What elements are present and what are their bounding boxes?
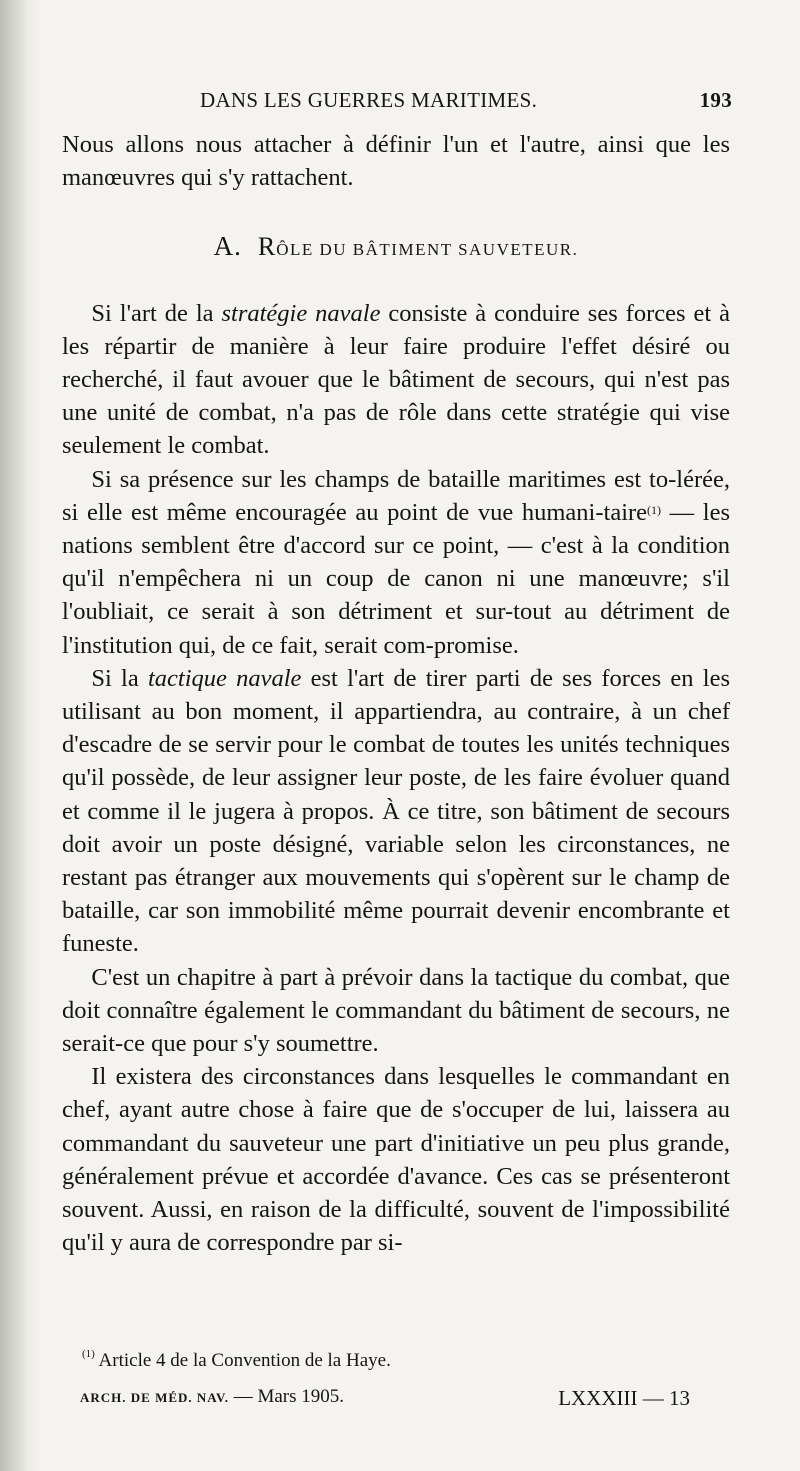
running-header: [200, 88, 732, 122]
paragraph-tactique: Si la tactique navale est l'art de tirer parti de ses forces en les utilisant au bon moment, il appartiendra, au contraire, à un chef d'escadre de se servir pour le combat de toutes les unités techniques qu'il possède, de leur assigner leur poste, de les faire évoluer quand et comme il le jugera à propos. À ce titre, son bâtiment de secours doit avoir un poste désigné, variable selon les circonstances, ne restant pas étranger aux mouvements qui s'opèrent sur le champ de bataille, car son immobilité même pourrait devenir encombrante et funeste.: [62, 664, 730, 958]
section-letter: A.: [213, 231, 242, 262]
footnote: [82, 1350, 391, 1372]
footnote-reference: (1): [647, 502, 662, 517]
journal-abbreviation: ARCH. DE MÉD. NAV.: [80, 1390, 229, 1405]
section-title-rest: ÔLE DU BÂTIMENT SAUVETEUR.: [276, 240, 579, 260]
section-heading: [62, 230, 730, 266]
printer-signature: LXXXIII — 13: [558, 1386, 690, 1410]
running-title: DANS LES GUERRES MARITIMES.: [200, 88, 538, 112]
paragraph-chapitre: C'est un chapitre à part à prévoir dans la tactique du combat, que doit connaître également le commandant du bâtiment de secours, ne serait-ce que pour s'y soumettre.: [62, 963, 730, 1058]
footnote-text: Article 4 de la Convention de la Haye.: [98, 1350, 391, 1371]
page-edge-shadow: [0, 0, 40, 1471]
section-title-initial: R: [257, 232, 277, 262]
term-tactique-navale: tactique navale: [147, 664, 302, 692]
page-number: 193: [699, 88, 732, 112]
issue-date: — Mars 1905.: [233, 1386, 345, 1407]
paragraph-presence: Si sa présence sur les champs de bataille maritimes est to-lérée, si elle est même encouragée au point de vue humani-taire$^{(1)}$ — les nations semblent être d'accord sur ce point, — c'est à la condition qu'il n'empêchera ni un coup de canon ni une manœuvre; s'il l'oubliait, ce serait à son détriment et sur-tout au détriment de l'institution qui, de ce fait, serait com-promise.: [62, 465, 731, 659]
body-text: [62, 128, 730, 1260]
paragraph-strategie: Si l'art de la stratégie navale consiste à conduire ses forces et à les répartir de manière à leur faire produire l'effet désiré ou recherché, il faut avouer que le bâtiment de secours, qui n'est pas une unité de combat, n'a pas de rôle dans cette stratégie qui vise seulement le combat.: [62, 299, 730, 460]
page-footer: [80, 1386, 720, 1416]
paragraph-intro: Nous allons nous attacher à définir l'un et l'autre, ainsi que les manœuvres qui s'y rattachent.: [62, 131, 730, 192]
journal-citation: [80, 1386, 344, 1408]
term-strategie-navale: stratégie navale: [221, 299, 381, 327]
footnote-mark: (1): [82, 1348, 95, 1360]
paragraph-circonstances: Il existera des circonstances dans lesquelles le commandant en chef, ayant autre chose à faire que de s'occuper de lui, laissera au commandant du sauveteur une part d'initiative un peu plus grande, généralement prévue et accordée d'avance. Ces cas se présenteront souvent. Aussi, en raison de la difficulté, souvent de l'impossibilité qu'il y aura de correspondre par si-: [62, 1063, 730, 1257]
